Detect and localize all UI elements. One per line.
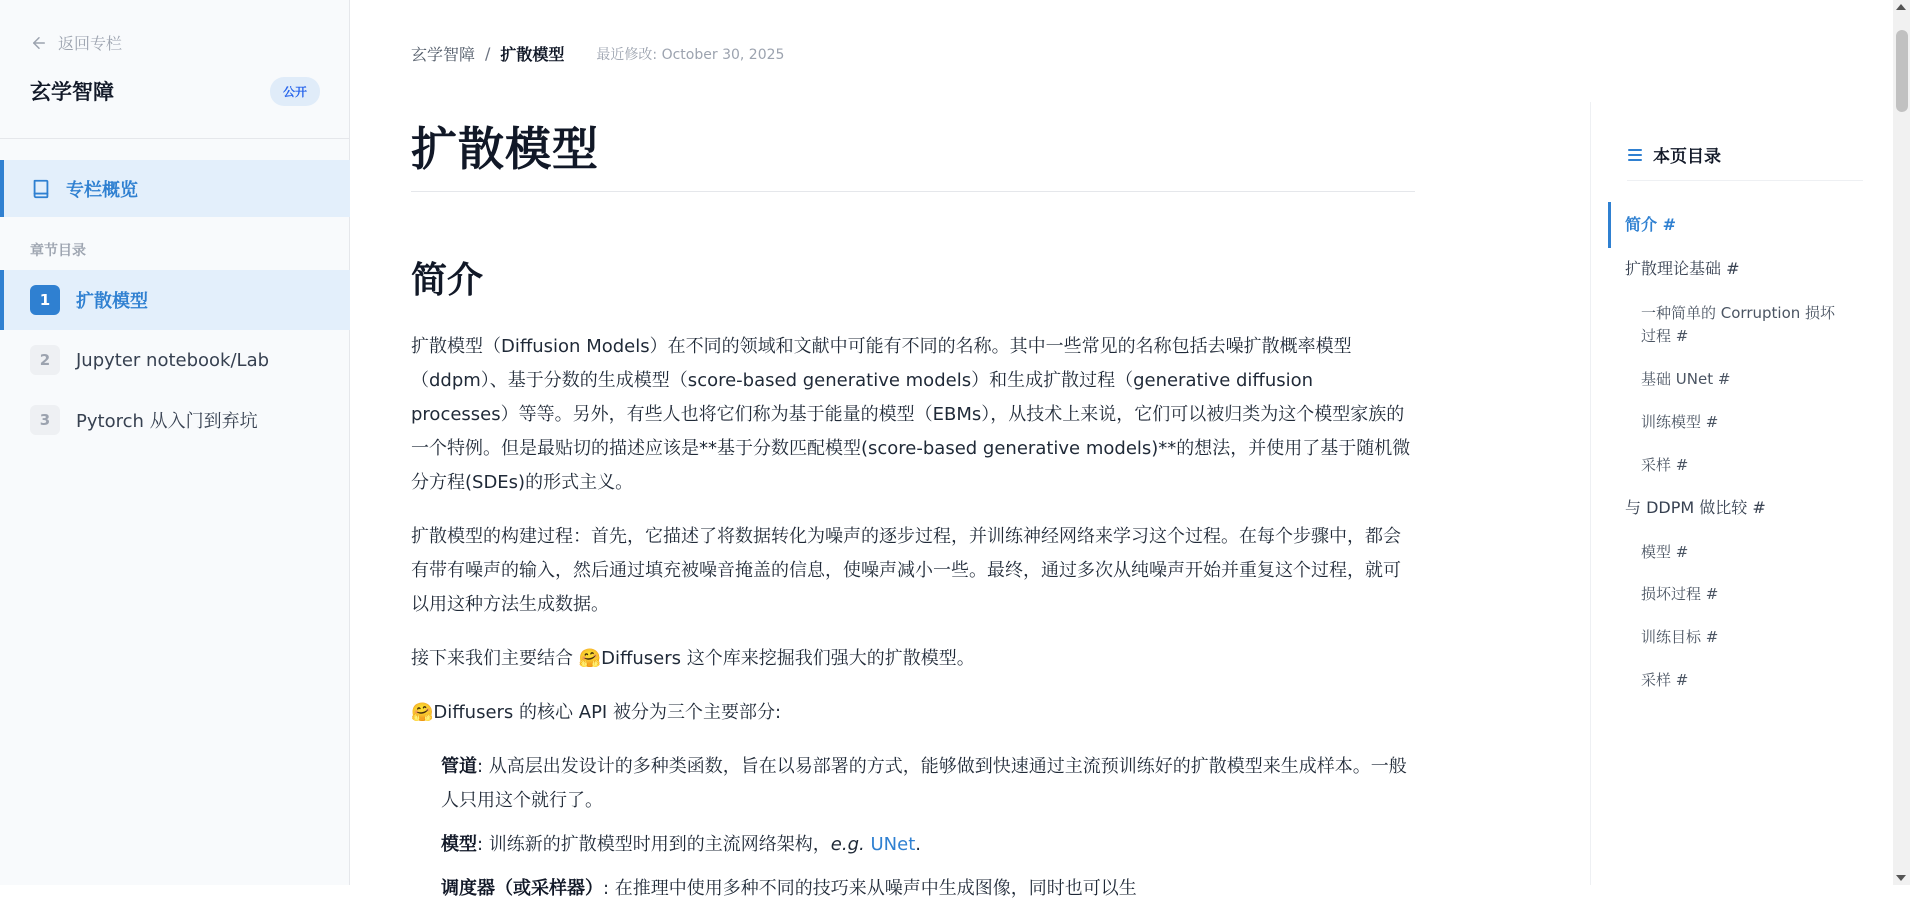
list-item-text: : 在推理中使用多种不同的技巧来从噪声中生成图像，同时也可以生 xyxy=(603,878,1137,899)
back-to-column-link[interactable] xyxy=(30,31,122,54)
list-item xyxy=(441,872,1415,906)
scroll-down-arrow-icon[interactable] xyxy=(1896,875,1906,881)
scrollbar-thumb[interactable] xyxy=(1896,30,1908,112)
api-parts-list xyxy=(441,750,1415,906)
list-item-term: 管道 xyxy=(441,756,477,777)
list-item xyxy=(441,750,1415,818)
breadcrumb xyxy=(411,42,784,65)
last-modified: 最近修改: October 30, 2025 xyxy=(596,46,785,63)
scroll-up-arrow-icon[interactable] xyxy=(1896,4,1906,10)
toc-active-indicator xyxy=(1608,202,1611,248)
toc-item-corruption-cont[interactable]: 过程 # xyxy=(1641,327,1689,345)
list-icon xyxy=(1627,147,1643,163)
toc-item-model[interactable]: 模型 # xyxy=(1641,543,1689,561)
table-of-contents xyxy=(1590,102,1910,885)
toc-item-sampling[interactable]: 采样 # xyxy=(1641,456,1689,474)
eg-text: e.g. xyxy=(830,834,865,855)
list-item-text: : 从高层出发设计的多种类函数，旨在以易部署的方式，能够做到快速通过主流预训练好的扩散模型来生成样本。一般人只用这个就行了。 xyxy=(441,756,1407,811)
arrow-left-icon xyxy=(30,34,48,52)
toc-divider xyxy=(1627,180,1863,181)
toc-item-basic-unet[interactable]: 基础 UNet # xyxy=(1641,370,1731,388)
toc-item-intro[interactable]: 简介 # xyxy=(1625,215,1676,234)
chapter-item-pytorch[interactable] xyxy=(0,390,350,450)
breadcrumb-current: 扩散模型 xyxy=(500,45,565,64)
public-badge: 公开 xyxy=(270,77,320,106)
chapter-item-diffusion[interactable] xyxy=(0,270,350,330)
paragraph: 扩散模型的构建过程：首先，它描述了将数据转化为噪声的逐步过程，并训练神经网络来学习这个过程。在每个步骤中，都会有带有噪声的输入，然后通过填充被噪音掩盖的信息，使噪声减小一些。最终，通过多次从纯噪声开始并重复这个过程，就可以用这种方法生成数据。 xyxy=(411,526,1401,615)
chapter-number: 3 xyxy=(30,405,60,435)
overview-label: 专栏概览 xyxy=(66,179,138,201)
toc-item-theory[interactable]: 扩散理论基础 # xyxy=(1625,259,1740,278)
column-overview-item[interactable] xyxy=(0,160,350,217)
chapter-item-jupyter[interactable] xyxy=(0,330,350,390)
toc-header xyxy=(1627,142,1721,167)
chapter-label: 扩散模型 xyxy=(76,291,148,312)
article-body xyxy=(411,330,1415,916)
toc-item-corruption-process[interactable]: 损坏过程 # xyxy=(1641,585,1719,603)
paragraph: 扩散模型（Diffusion Models）在不同的领域和文献中可能有不同的名称。其中一些常见的名称包括去噪扩散概率模型（ddpm）、基于分数的生成模型（score-based generative models）和生成扩散过程（generative diffusion processes）等等。另外，有些人也将它们称为基于能量的模型（EBMs），从技术上来说，它们可以被归类为这个模型家族的一个特例。但是最贴切的描述应该是**基于分数匹配模型(score-based generative models)**的想法，并使用了基于随机微分方程(SDEs)的形式主义。 xyxy=(411,336,1411,493)
toc-item-train-model[interactable]: 训练模型 # xyxy=(1641,413,1719,431)
paragraph: 🤗Diffusers 的核心 API 被分为三个主要部分: xyxy=(411,702,782,723)
toc-item-ddpm-compare[interactable]: 与 DDPM 做比较 # xyxy=(1625,498,1766,517)
book-icon xyxy=(30,178,52,200)
sidebar xyxy=(0,0,350,885)
list-item xyxy=(441,828,1415,862)
back-label: 返回专栏 xyxy=(58,34,123,53)
list-item-end: . xyxy=(915,834,921,855)
toc-item-corruption[interactable]: 一种简单的 Corruption 损坏 xyxy=(1641,304,1836,322)
breadcrumb-root[interactable]: 玄学智障 xyxy=(411,45,476,64)
toc-title: 本页目录 xyxy=(1653,147,1721,167)
chapter-number: 1 xyxy=(30,285,60,315)
paragraph: 接下来我们主要结合 🤗Diffusers 这个库来挖掘我们强大的扩散模型。 xyxy=(411,648,975,669)
list-item-term: 调度器（或采样器） xyxy=(441,878,603,899)
column-title: 玄学智障 xyxy=(30,80,114,104)
list-item-text: : 训练新的扩散模型时用到的主流网络架构， xyxy=(477,834,831,855)
chapter-label: Jupyter notebook/Lab xyxy=(76,349,270,371)
breadcrumb-separator: / xyxy=(485,44,491,63)
toc-item-sampling-2[interactable]: 采样 # xyxy=(1641,671,1689,689)
chapter-number: 2 xyxy=(30,345,60,375)
title-divider xyxy=(411,191,1415,192)
unet-link[interactable]: UNet xyxy=(870,834,916,855)
list-item-term: 模型 xyxy=(441,834,477,855)
chapters-section-label: 章节目录 xyxy=(30,243,86,259)
sidebar-divider xyxy=(0,138,350,139)
toc-item-training-objective[interactable]: 训练目标 # xyxy=(1641,628,1719,646)
page-title: 扩散模型 xyxy=(411,122,599,176)
chapter-label: Pytorch 从入门到弃坑 xyxy=(76,411,258,432)
column-header xyxy=(30,76,320,106)
section-heading: 简介 xyxy=(411,260,484,301)
page-scrollbar[interactable] xyxy=(1893,0,1910,885)
